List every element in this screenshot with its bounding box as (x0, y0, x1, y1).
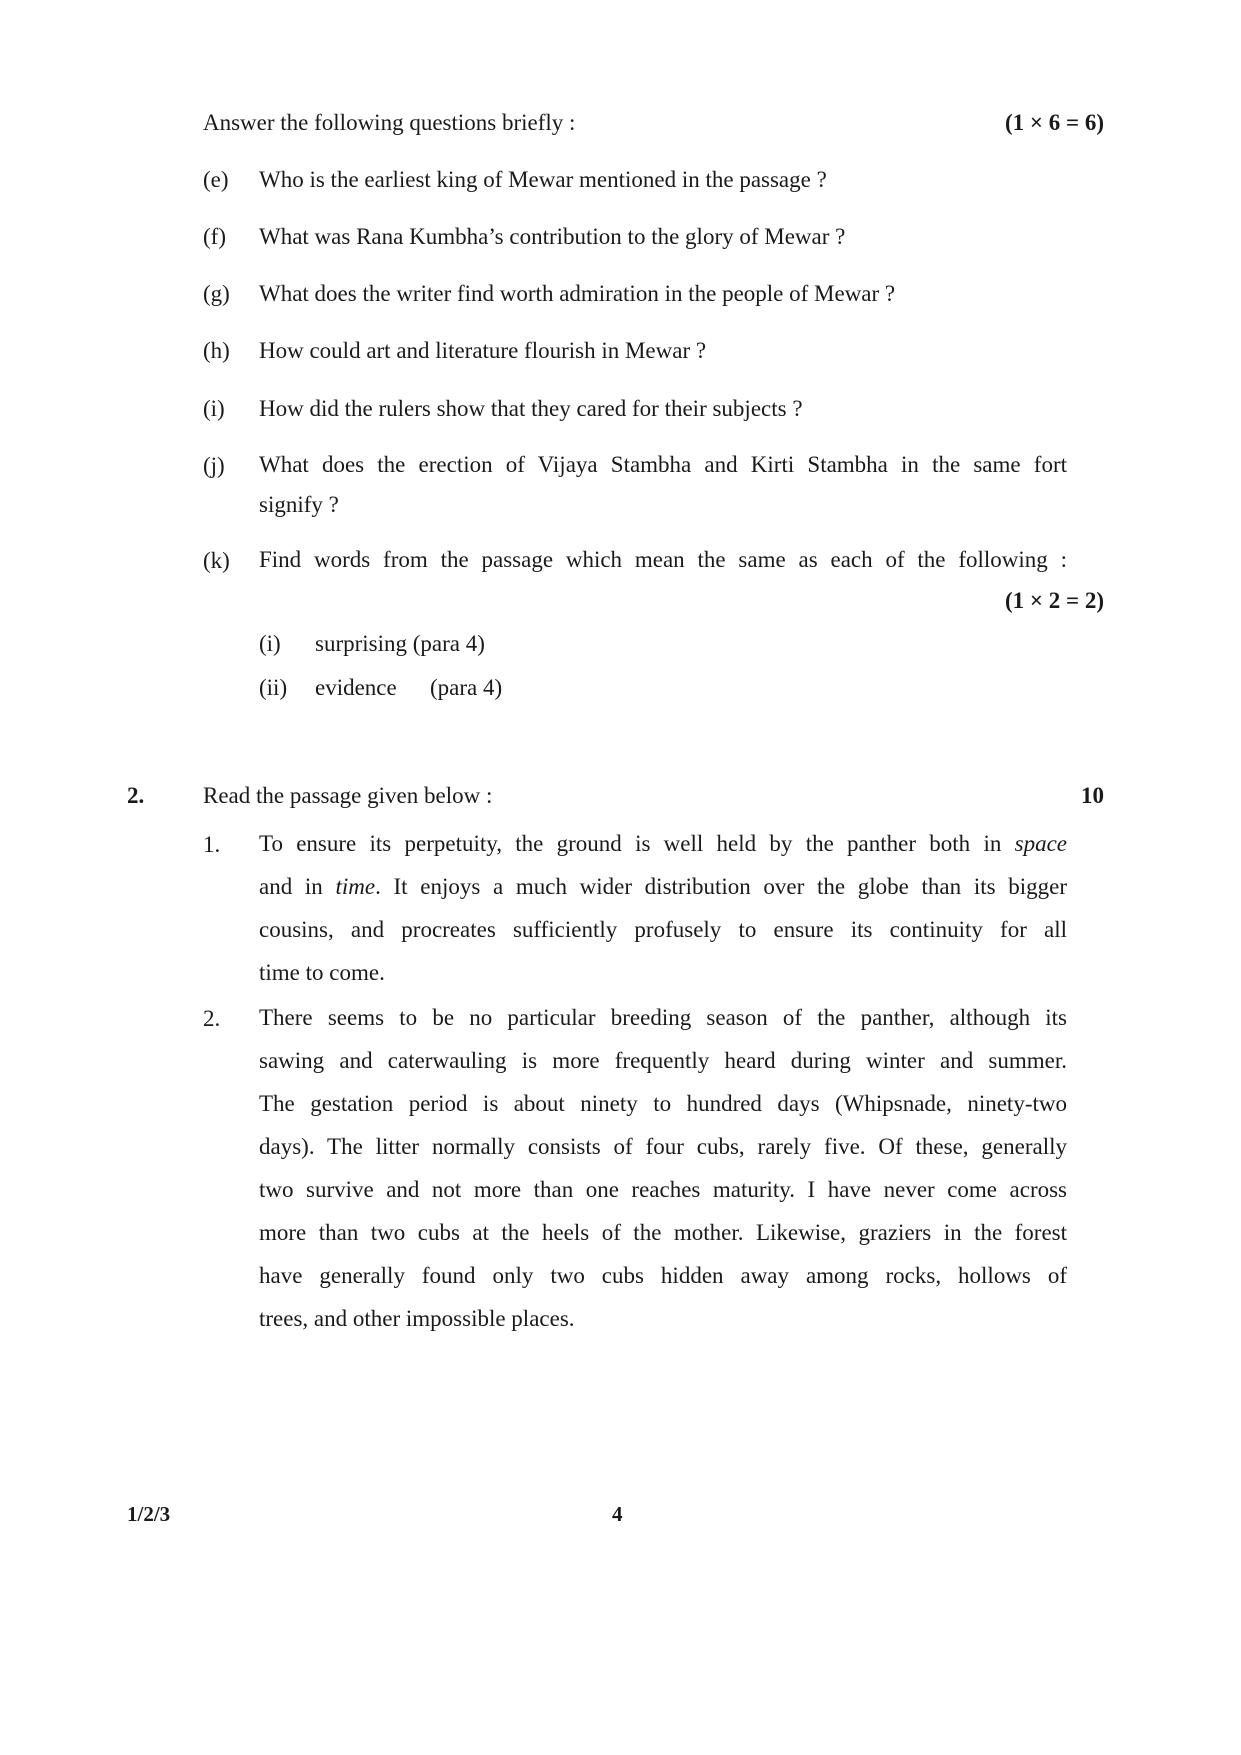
paragraph-line: sawing and caterwauling is more frequently heard during winter and summer. (259, 1048, 1067, 1073)
paragraph-line: time to come. (259, 960, 385, 985)
paragraph-line: days). The litter normally consists of four cubs, rarely five. Of these, generally (259, 1134, 1067, 1159)
paragraph-line (259, 822, 1067, 865)
question-label: (g) (203, 281, 230, 306)
paragraph-text: To ensure its perpetuity, the ground is well held by the panther both in (259, 831, 1002, 856)
question-k-marks: (1 × 2 = 2) (1004, 588, 1104, 613)
question-text-line-2: signify ? (259, 492, 339, 517)
question-text-line-1: What does the erection of Vijaya Stambha and Kirti Stambha in the same fort (259, 452, 1067, 477)
question-text: How did the rulers show that they cared for their subjects ? (259, 396, 803, 421)
question-number: 2. (127, 783, 145, 808)
paragraph-line: have generally found only two cubs hidden away among rocks, hollows of (259, 1263, 1067, 1288)
sub-item-text: surprising (para 4) (315, 631, 485, 656)
question-marks: 10 (1081, 783, 1104, 808)
question-text: What does the writer find worth admiration in the people of Mewar ? (259, 281, 896, 306)
section-marks: (1 × 6 = 6) (1004, 110, 1104, 135)
paragraph-line (259, 865, 1067, 908)
question-label: (k) (203, 548, 230, 573)
question-label: (i) (203, 396, 225, 421)
emphasis-text: space (1014, 831, 1067, 856)
paragraph-line: more than two cubs at the heels of the mother. Likewise, graziers in the forest (259, 1220, 1067, 1245)
sub-item-label: (ii) (259, 675, 288, 700)
section-instruction: Answer the following questions briefly : (203, 110, 576, 135)
question-text: How could art and literature flourish in Mewar ? (259, 338, 707, 363)
question-label: (j) (203, 453, 225, 478)
page-number: 4 (612, 1502, 623, 1526)
paragraph-number: 1. (203, 832, 221, 857)
paragraph-line: cousins, and procreates sufficiently profusely to ensure its continuity for all (259, 917, 1067, 942)
question-label: (f) (203, 224, 226, 249)
sub-item-para: (para 4) (430, 675, 503, 700)
question-label: (h) (203, 338, 230, 363)
paragraph-line: There seems to be no particular breeding season of the panther, although its (259, 1005, 1067, 1030)
paper-code: 1/2/3 (127, 1502, 171, 1526)
emphasis-text: time (335, 874, 376, 899)
question-text: What was Rana Kumbha’s contribution to the glory of Mewar ? (259, 224, 846, 249)
paragraph-text: and in (259, 874, 323, 899)
paragraph-line: two survive and not more than one reaches maturity. I have never come across (259, 1177, 1067, 1202)
question-text: Find words from the passage which mean the same as each of the following : (259, 547, 1067, 572)
paragraph-line: trees, and other impossible places. (259, 1306, 575, 1331)
question-instruction: Read the passage given below : (203, 783, 493, 808)
question-text: Who is the earliest king of Mewar mentioned in the passage ? (259, 167, 827, 192)
paragraph-text: . It enjoys a much wider distribution over the globe than its bigger (375, 874, 1067, 899)
sub-item-label: (i) (259, 631, 281, 656)
paragraph-number: 2. (203, 1006, 221, 1031)
paragraph-line: The gestation period is about ninety to hundred days (Whipsnade, ninety-two (259, 1091, 1067, 1116)
question-label: (e) (203, 167, 229, 192)
sub-item-text: evidence (315, 675, 397, 700)
